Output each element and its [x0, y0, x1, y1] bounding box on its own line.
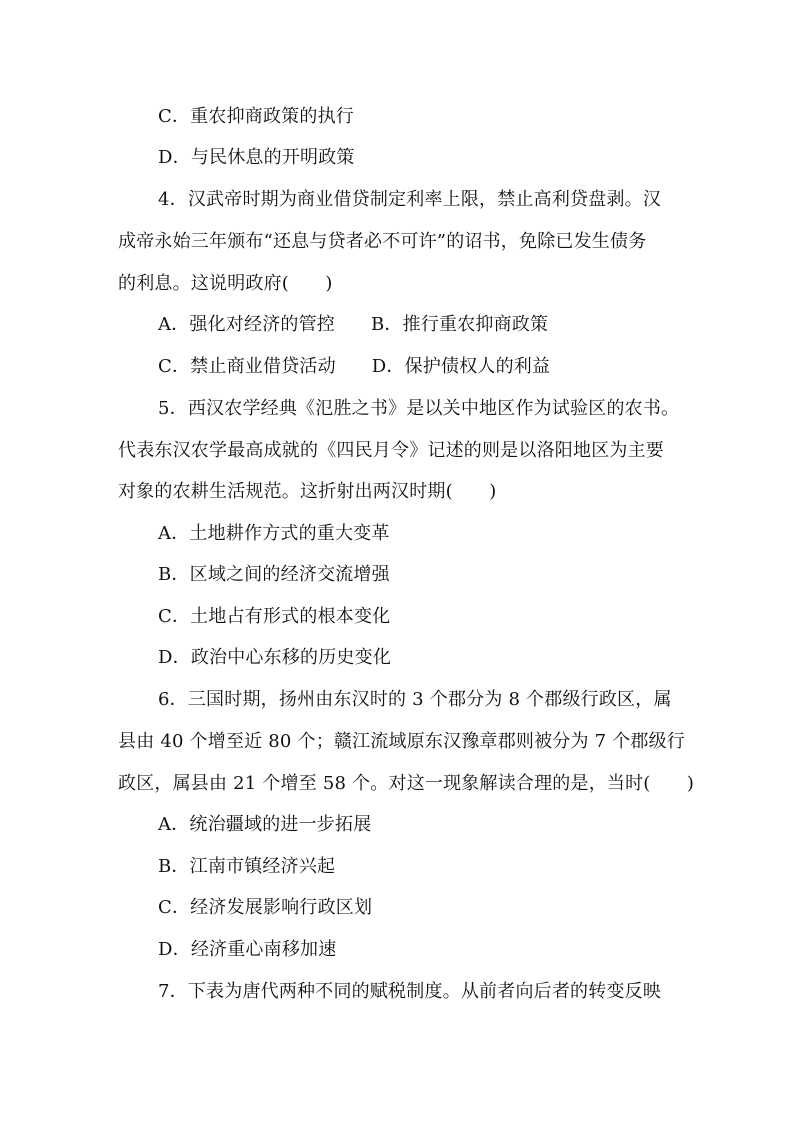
- q5-stem-line-1: 5．西汉农学经典《氾胜之书》是以关中地区作为试验区的农书。: [158, 398, 680, 419]
- q4-option-c: C．禁止商业借贷活动: [158, 356, 336, 377]
- q6-stem-line-2: 县由 40 个增至近 80 个；赣江流域原东汉豫章郡则被分为 7 个郡级行: [118, 731, 685, 752]
- q7-stem-line-1: 7．下表为唐代两种不同的赋税制度。从前者向后者的转变反映: [158, 981, 662, 1002]
- q6-option-a: A．统治疆域的进一步拓展: [158, 814, 372, 835]
- q4-options-row-1: [158, 313, 548, 337]
- q4-stem-line-1: 4．汉武帝时期为商业借贷制定利率上限，禁止高利贷盘剥。汉: [158, 189, 662, 210]
- q4-option-a: A．强化对经济的管控: [158, 314, 335, 335]
- q6-option-b: B．江南市镇经济兴起: [158, 856, 336, 877]
- q3-option-c: C．重农抑商政策的执行: [158, 106, 354, 127]
- q4-stem-line-2: 成帝永始三年颁布“还息与贷者必不可许”的诏书，免除已发生债务: [118, 231, 647, 252]
- q4-options-row-2: [158, 355, 550, 379]
- q6-option-c: C．经济发展影响行政区划: [158, 897, 373, 918]
- q5-stem-line-3: 对象的农耕生活规范。这折射出两汉时期( ): [118, 481, 497, 502]
- q4-stem-line-3: 的利息。这说明政府( ): [118, 273, 333, 294]
- q4-option-d: D．保护债权人的利益: [371, 356, 551, 377]
- q6-stem-line-3: 政区，属县由 21 个增至 58 个。对这一现象解读合理的是，当时( ): [118, 773, 695, 794]
- q4-option-b: B．推行重农抑商政策: [371, 314, 549, 335]
- q6-stem-line-1: 6．三国时期，扬州由东汉时的 3 个郡分为 8 个郡级行政区，属: [158, 689, 672, 710]
- q5-option-a: A．土地耕作方式的重大变革: [158, 523, 390, 544]
- q5-option-d: D．政治中心东移的历史变化: [158, 647, 392, 668]
- q5-option-b: B．区域之间的经济交流增强: [158, 564, 390, 585]
- q6-option-d: D．经济重心南移加速: [158, 939, 337, 960]
- q5-stem-line-2: 代表东汉农学最高成就的《四民月令》记述的则是以洛阳地区为主要: [118, 440, 664, 461]
- q3-option-d: D．与民休息的开明政策: [158, 147, 355, 168]
- q5-option-c: C．土地占有形式的根本变化: [158, 606, 391, 627]
